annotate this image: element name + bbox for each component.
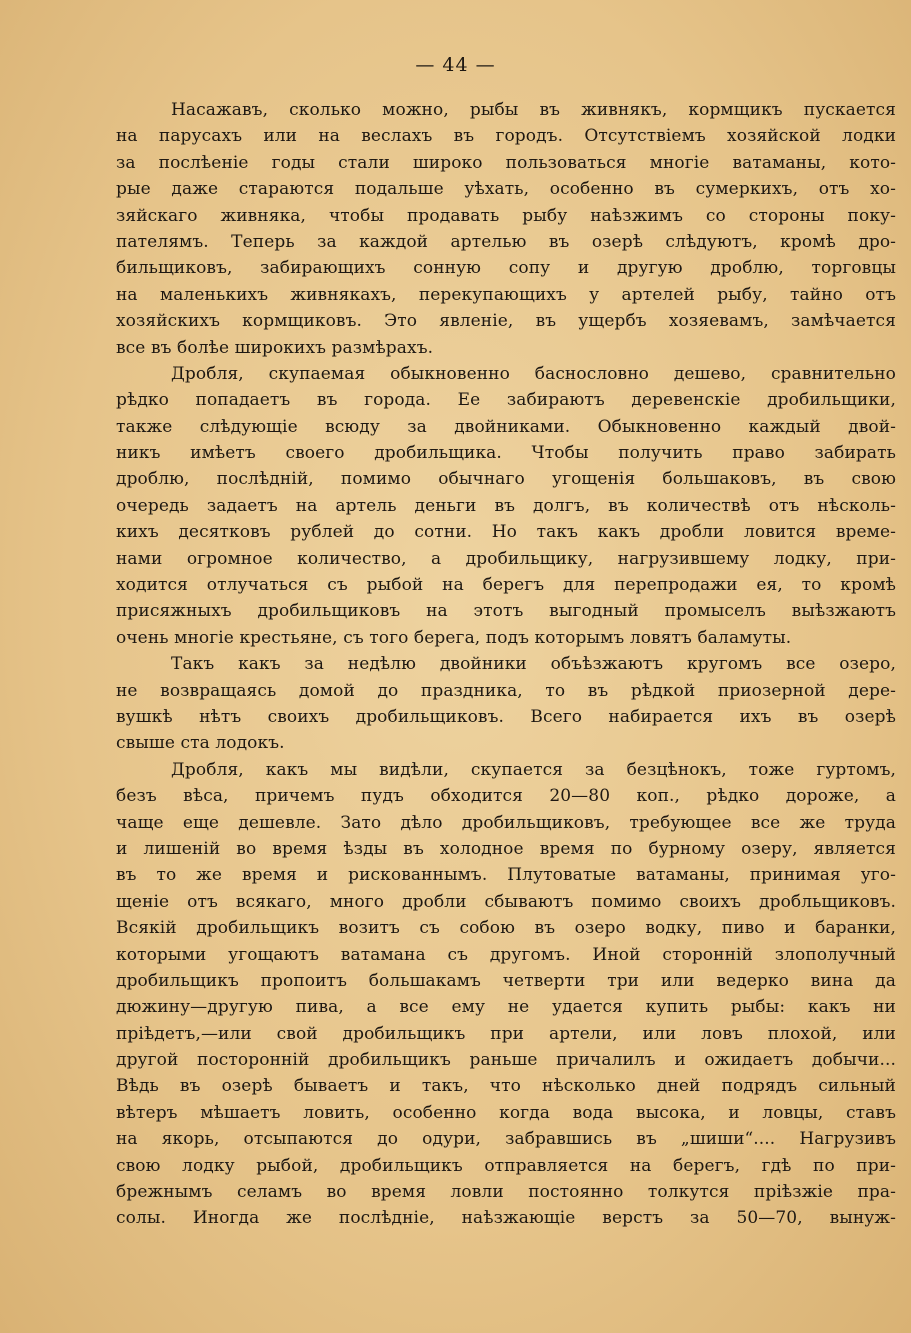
text-line: Дробля, какъ мы видѣли, скупается за безцѣнокъ, тоже гуртомъ, (171, 759, 896, 780)
text-line: на маленькихъ живнякахъ, перекупающихъ у артелей рыбу, тайно отъ (116, 284, 896, 305)
text-line: рѣдко попадаетъ въ города. Ее забираютъ деревенскіе дробильщики, (116, 390, 896, 411)
text-line: безъ вѣса, причемъ пудъ обходится 20—80 коп., рѣдко дороже, а (116, 786, 896, 807)
text-line: не возвращаясь домой до праздника, то въ рѣдкой приозерной дере- (116, 680, 896, 701)
paragraph (116, 97, 896, 361)
text-line: пріѣдетъ,—или свой дробильщикъ при артели, или ловъ плохой, или (116, 1023, 896, 1044)
text-line: за послѣеніе годы стали широко пользоваться многіе ватаманы, кото- (116, 152, 896, 173)
text-line: ходится отлучаться съ рыбой на берегъ для перепродажи ея, то кромѣ (116, 575, 896, 596)
text-line: вушкѣ нѣтъ своихъ дробильщиковъ. Всего набирается ихъ въ озерѣ (116, 706, 896, 727)
text-line: бильщиковъ, забирающихъ сонную сопу и другую дроблю, торговцы (116, 258, 896, 279)
text-line: Вѣдь въ озерѣ бываетъ и такъ, что нѣсколько дней подрядъ сильный (116, 1076, 896, 1097)
text-line: Такъ какъ за недѣлю двойники объѣзжаютъ кругомъ все озеро, (171, 654, 896, 675)
paragraph (116, 651, 896, 757)
text-line: вѣтеръ мѣшаетъ ловить, особенно когда вода высока, и ловцы, ставъ (116, 1102, 896, 1123)
paragraph (116, 361, 896, 651)
text-line: на парусахъ или на веслахъ въ городъ. Отсутствіемъ хозяйской лодки (116, 126, 896, 147)
text-line: Дробля, скупаемая обыкновенно баснословно дешево, сравнительно (171, 363, 896, 384)
text-line: брежнымъ селамъ во время ловли постоянно толкутся пріѣзжіе пра- (116, 1182, 896, 1203)
text-line: никъ имѣетъ своего дробильщика. Чтобы получить право забирать (116, 443, 896, 464)
text-line: зяйскаго живняка, чтобы продавать рыбу наѣзжимъ со стороны поку- (116, 205, 896, 226)
text-line: присяжныхъ дробильщиковъ на этотъ выгодный промыселъ выѣзжаютъ (116, 601, 896, 622)
text-line: Всякій дробильщикъ возитъ съ собою въ озеро водку, пиво и баранки, (116, 918, 896, 939)
text-line: которыми угощаютъ ватамана съ другомъ. Иной сторонній злополучный (116, 944, 896, 965)
text-line: нами огромное количество, а дробильщику, нагрузившему лодку, при- (116, 548, 896, 569)
text-line: щеніе отъ всякаго, много дробли сбываютъ помимо своихъ дробльщиковъ. (116, 891, 896, 912)
text-line: на якорь, отсыпаются до одури, забравшись въ „шиши“.... Нагрузивъ (116, 1129, 896, 1150)
text-line: очень многіе крестьяне, съ того берега, подъ которымъ ловятъ баламуты. (116, 627, 792, 648)
text-line: дюжину—другую пива, а все ему не удается купить рыбы: какъ ни (116, 997, 896, 1018)
text-line: очередь задаетъ на артель деньги въ долгъ, въ количествѣ отъ нѣсколь- (116, 495, 896, 516)
text-line: кихъ десятковъ рублей до сотни. Но такъ какъ дробли ловится време- (116, 522, 896, 543)
text-line: свыше ста лодокъ. (116, 733, 285, 754)
text-line: въ то же время и рискованнымъ. Плутоватые ватаманы, принимая уго- (116, 865, 896, 886)
body-text (116, 97, 896, 1232)
text-line: Насажавъ, сколько можно, рыбы въ живнякъ, кормщикъ пускается (171, 100, 896, 120)
text-line: хозяйскихъ кормщиковъ. Это явленіе, въ ущербъ хозяевамъ, замѣчается (116, 311, 896, 332)
text-line: свою лодку рыбой, дробильщикъ отправляется на берегъ, гдѣ по при- (116, 1155, 896, 1176)
text-line: дроблю, послѣдній, помимо обычнаго угощенія большаковъ, въ свою (116, 469, 896, 490)
page-number: — 44 — (415, 54, 496, 76)
text-line: другой посторонній дробильщикъ раньше причалилъ и ожидаетъ добычи... (116, 1050, 896, 1071)
text-line: солы. Иногда же послѣдніе, наѣзжающіе верстъ за 50—70, вынуж- (116, 1208, 896, 1229)
text-line: чаще еще дешевле. Зато дѣло дробильщиковъ, требующее все же труда (116, 812, 896, 833)
text-line: пателямъ. Теперь за каждой артелью въ озерѣ слѣдуютъ, кромѣ дро- (116, 231, 896, 252)
text-line: и лишеній во время ѣзды въ холодное время по бурному озеру, является (116, 838, 896, 859)
text-line: также слѣдующіе всюду за двойниками. Обыкновенно каждый двой- (116, 416, 896, 437)
paragraph (116, 757, 896, 1232)
text-line: рые даже стараются подальше уѣхать, особенно въ сумеркихъ, отъ хо- (116, 179, 896, 200)
text-line: дробильщикъ пропоитъ большакамъ четверти три или ведерко вина да (116, 970, 896, 991)
text-line: все въ болѣе широкихъ размѣрахъ. (116, 337, 434, 358)
